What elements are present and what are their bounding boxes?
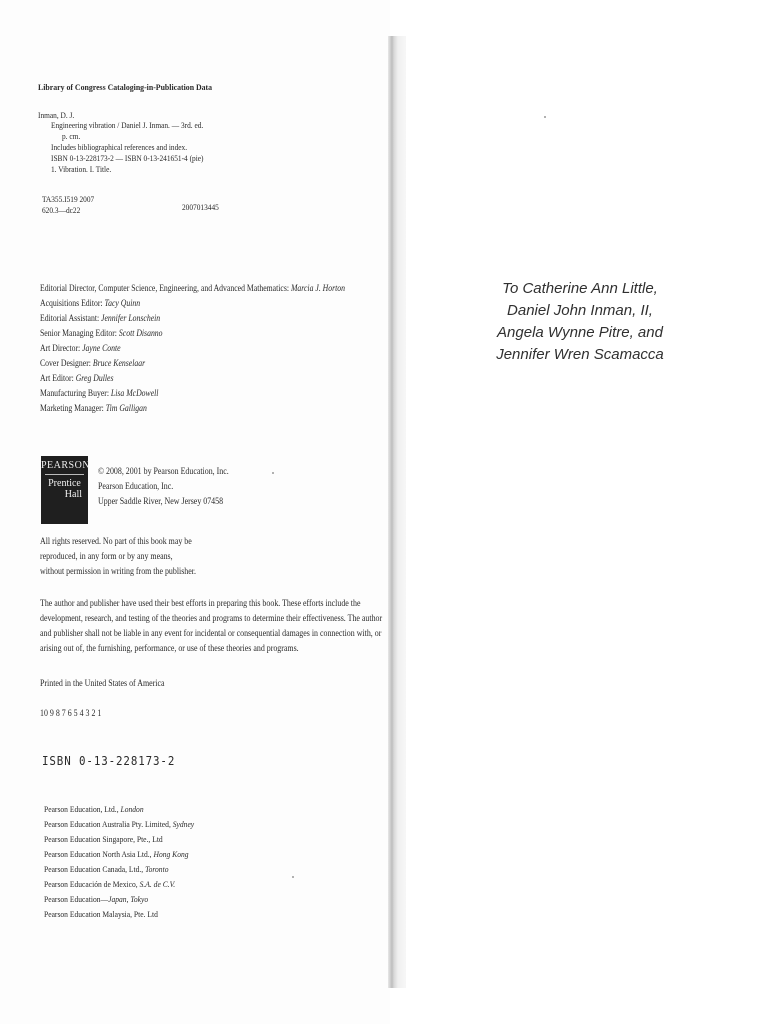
credit-line: Cover Designer: Bruce Kenselaar	[40, 358, 146, 368]
cip-title: Library of Congress Cataloging-in-Publication Data	[38, 82, 213, 92]
disclaimer-line: arising out of, the furnishing, performance, or use of these theories and programs.	[40, 643, 299, 653]
cip-lccn: 2007013445	[182, 203, 219, 212]
dedication-line: To Catherine Ann Little,	[502, 280, 658, 297]
pearson-prentice-hall-logo: PEARSON Prentice Hall	[41, 456, 88, 524]
print-line: 10 9 8 7 6 5 4 3 2 1	[40, 708, 102, 718]
office-line: Pearson Education—Japan, Tokyo	[44, 894, 149, 904]
cip-dewey: 620.3—dc22	[42, 206, 81, 215]
dedication	[392, 278, 768, 366]
credit-line: Manufacturing Buyer: Lisa McDowell	[40, 388, 159, 398]
book-gutter	[388, 36, 406, 988]
cip-line: ISBN 0-13-228173-2 — ISBN 0-13-241651-4 (pie)	[51, 154, 204, 163]
cip-line: Includes bibliographical references and index.	[51, 143, 188, 152]
disclaimer-line: and publisher shall not be liable in any event for incidental or consequential damages in connection with, or	[40, 628, 382, 638]
cip-author: Inman, D. J.	[38, 111, 75, 120]
right-page	[392, 0, 768, 1024]
disclaimer-line: The author and publisher have used their best efforts in preparing this book. These efforts include the	[40, 598, 361, 608]
credit-line: Senior Managing Editor: Scott Disanno	[40, 328, 163, 338]
copyright-line: Upper Saddle River, New Jersey 07458	[98, 496, 224, 506]
rights-line: reproduced, in any form or by any means,	[40, 551, 173, 561]
copyright-line: Pearson Education, Inc.	[98, 481, 174, 491]
cip-line: p. cm.	[62, 132, 81, 141]
office-line: Pearson Education Malaysia, Pte. Ltd	[44, 909, 158, 919]
cip-call-number: TA355.I519 2007	[42, 195, 95, 204]
scan-speck	[292, 876, 294, 878]
copyright-line: © 2008, 2001 by Pearson Education, Inc.	[98, 466, 229, 476]
office-line: Pearson Educación de Mexico, S.A. de C.V.	[44, 879, 176, 889]
credit-line: Editorial Director, Computer Science, Engineering, and Advanced Mathematics: Marcia J. Horton	[40, 283, 346, 293]
credit-line: Art Editor: Greg Dulles	[40, 373, 114, 383]
dedication-line: Angela Wynne Pitre, and	[497, 324, 663, 341]
office-line: Pearson Education Singapore, Pte., Ltd	[44, 834, 163, 844]
rights-line: All rights reserved. No part of this book may be	[40, 536, 192, 546]
cip-line: 1. Vibration. I. Title.	[51, 165, 112, 174]
scan-speck	[544, 116, 546, 118]
credit-line: Acquisitions Editor: Tacy Quinn	[40, 298, 141, 308]
credit-line: Editorial Assistant: Jennifer Lonschein	[40, 313, 161, 323]
scan-speck	[272, 472, 274, 474]
dedication-line: Jennifer Wren Scamacca	[496, 346, 664, 363]
printed-in: Printed in the United States of America	[40, 678, 165, 688]
disclaimer-line: development, research, and testing of the theories and programs to determine their effectiveness. The author	[40, 613, 383, 623]
logo-divider	[45, 474, 84, 475]
cip-line: Engineering vibration / Daniel J. Inman. — 3rd. ed.	[51, 121, 204, 130]
office-line: Pearson Education, Ltd., London	[44, 804, 144, 814]
credit-line: Art Director: Jayne Conte	[40, 343, 121, 353]
office-line: Pearson Education North Asia Ltd., Hong Kong	[44, 849, 189, 859]
dedication-line: Daniel John Inman, II,	[507, 302, 653, 319]
office-line: Pearson Education Canada, Ltd., Toronto	[44, 864, 169, 874]
isbn-barcode-text: ISBN 0-13-228173-2	[42, 754, 176, 768]
rights-line: without permission in writing from the publisher.	[40, 566, 196, 576]
credit-line: Marketing Manager: Tim Galligan	[40, 403, 147, 413]
office-line: Pearson Education Australia Pty. Limited, Sydney	[44, 819, 195, 829]
